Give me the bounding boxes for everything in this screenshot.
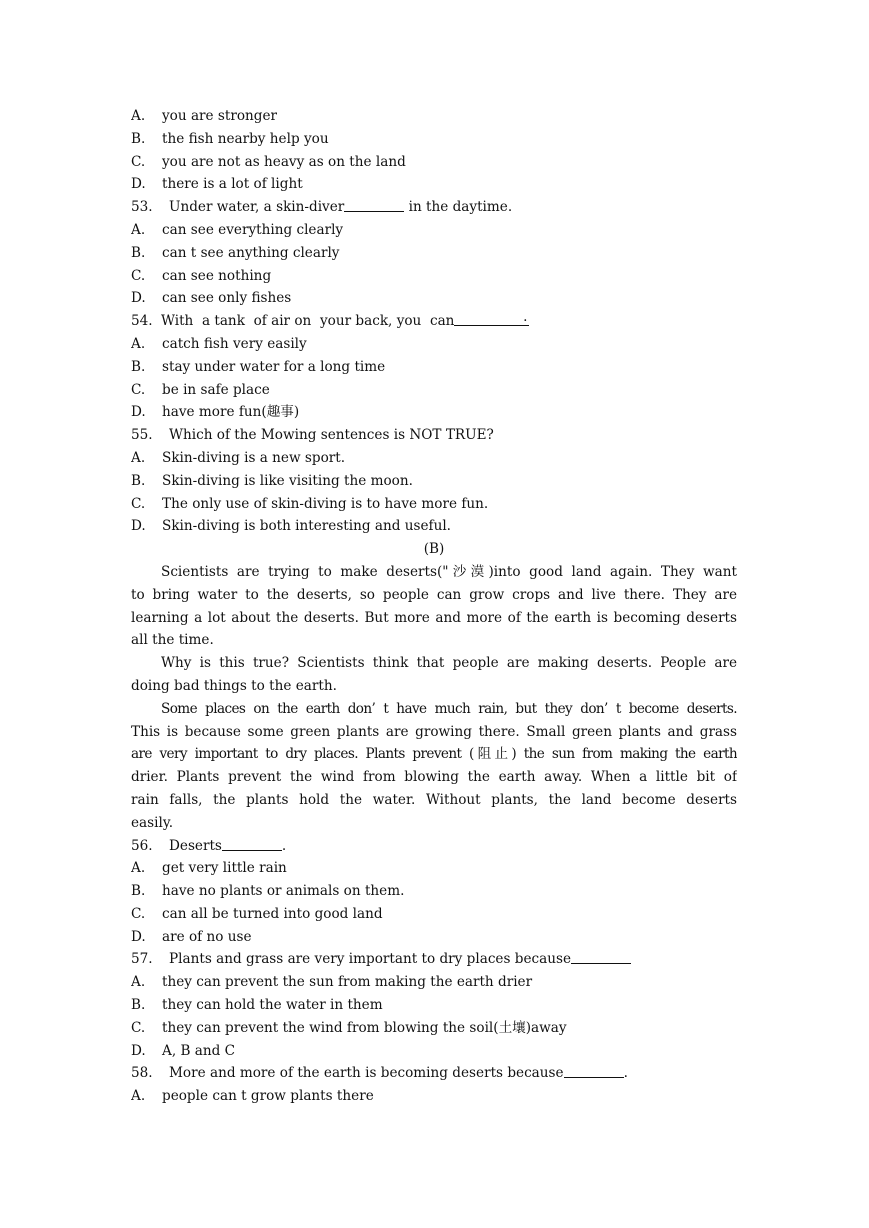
passage-paragraph-1	[131, 561, 737, 652]
passage-line: learning a lot about the deserts. But more and more of the earth is becoming deserts	[131, 609, 737, 626]
q53-option-b: B. can t see anything clearly	[131, 244, 340, 261]
q57-option-b: B. they can hold the water in them	[131, 997, 383, 1014]
passage-paragraph-2	[131, 652, 737, 698]
q56-option-b: B. have no plants or animals on them.	[131, 883, 405, 900]
passage-line: easily.	[131, 814, 174, 831]
question-56: 56. Deserts .	[131, 837, 287, 854]
q58-option-a: A. people can t grow plants there	[131, 1088, 374, 1105]
q56-option-a: A. get very little rain	[131, 860, 287, 877]
answer-blank: .	[454, 311, 529, 326]
q56-option-d: D. are of no use	[131, 928, 252, 945]
passage-line: rain falls, the plants hold the water. Without plants, the land become deserts	[131, 791, 737, 808]
passage-line: all the time.	[131, 632, 214, 649]
passage-line: drier. Plants prevent the wind from blowing the earth away. When a little bit of	[131, 769, 737, 786]
section-heading-b: (B)	[423, 541, 445, 558]
answer-blank	[222, 836, 282, 851]
passage-line: Why is this true? Scientists think that people are making deserts. People are	[161, 655, 737, 672]
passage-line: are very important to dry places. Plants prevent (阻止) the sun from making the earth	[131, 746, 737, 763]
answer-blank	[571, 949, 631, 964]
q52-option-d: D. there is a lot of light	[131, 176, 303, 193]
question-54: 54. With a tank of air on your back, you can .	[131, 310, 528, 330]
q53-option-a: A. can see everything clearly	[131, 221, 344, 238]
q53-option-d: D. can see only fishes	[131, 290, 292, 307]
answer-blank	[344, 197, 404, 212]
q54-option-d: D. have more fun(趣事)	[131, 404, 300, 421]
passage-line: to bring water to the deserts, so people can grow crops and live there. They are	[131, 586, 737, 603]
q57-option-a: A. they can prevent the sun from making the earth drier	[131, 974, 533, 991]
question-57: 57. Plants and grass are very important to dry places because	[131, 948, 737, 971]
q57-option-c: C. they can prevent the wind from blowing the soil(土壤)away	[131, 1019, 567, 1036]
passage-line: This is because some green plants are growing there. Small green plants and grass	[131, 723, 737, 740]
q52-option-c: C. you are not as heavy as on the land	[131, 153, 406, 170]
exam-page	[131, 105, 737, 1108]
q55-option-d: D. Skin-diving is both interesting and useful.	[131, 518, 451, 535]
passage-line: Some places on the earth don’ t have much rain, but they don’ t become deserts.	[161, 700, 737, 717]
q53-option-c: C. can see nothing	[131, 267, 272, 284]
q55-option-a: A. Skin-diving is a new sport.	[131, 449, 346, 466]
q55-option-b: B. Skin-diving is like visiting the moon.	[131, 472, 413, 489]
q54-option-b: B. stay under water for a long time	[131, 358, 386, 375]
passage-line: doing bad things to the earth.	[131, 677, 337, 694]
answer-blank	[564, 1063, 624, 1078]
question-58: 58. More and more of the earth is becoming deserts because .	[131, 1065, 628, 1082]
q56-option-c: C. can all be turned into good land	[131, 905, 383, 922]
q52-option-a: A. you are stronger	[131, 108, 278, 124]
q54-option-a: A. catch fish very easily	[131, 335, 307, 352]
q55-option-c: C. The only use of skin-diving is to have more fun.	[131, 495, 489, 512]
question-55: 55. Which of the Mowing sentences is NOT TRUE?	[131, 427, 494, 444]
q54-option-c: C. be in safe place	[131, 381, 270, 398]
passage-paragraph-3	[131, 698, 737, 835]
q52-option-b: B. the fish nearby help you	[131, 130, 329, 147]
question-53: 53. Under water, a skin-diver in the daytime.	[131, 199, 513, 216]
q57-option-d: D. A, B and C	[131, 1042, 236, 1059]
passage-line: Scientists are trying to make deserts("沙漠)into good land again. They want	[161, 563, 737, 580]
